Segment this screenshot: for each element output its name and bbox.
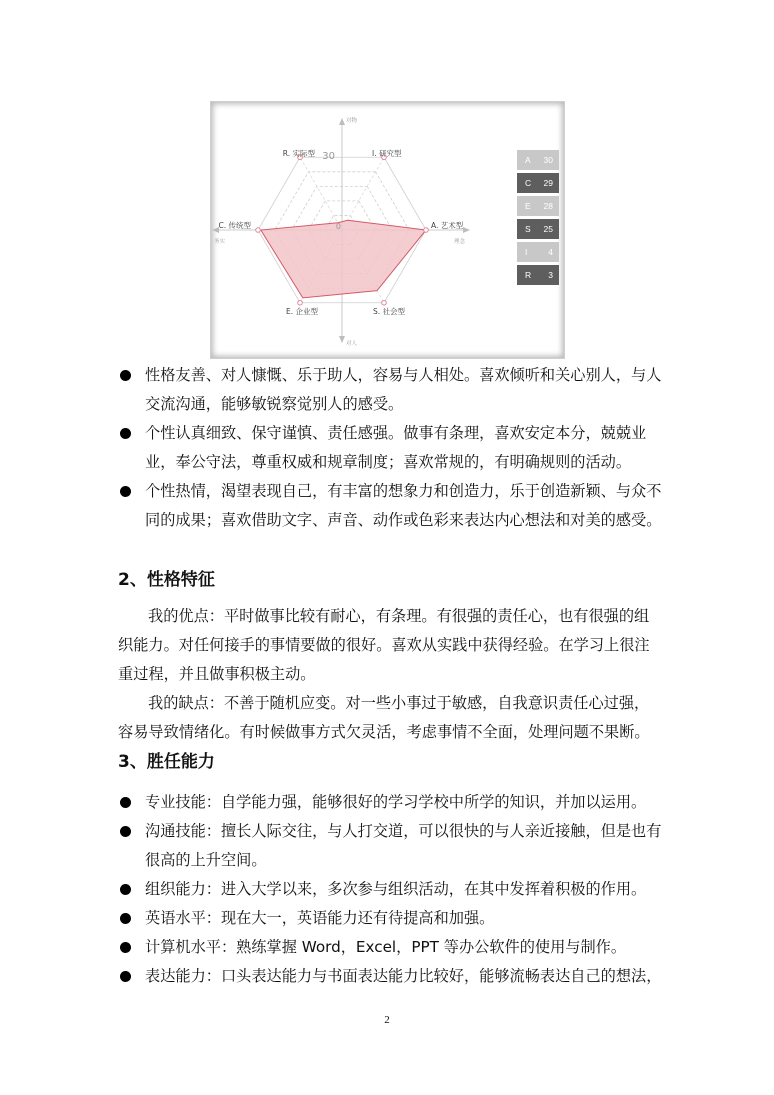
legend-item xyxy=(517,242,559,262)
section-heading-competence: 3、胜任能力 xyxy=(118,752,215,772)
vertex-marker xyxy=(298,300,303,305)
legend-value: 30 xyxy=(543,155,553,165)
vertex-marker xyxy=(424,228,429,233)
list-item: 个性认真细致、保守谨慎、责任感强。做事有条理，喜欢安定本分，兢兢业业，奉公守法，尊重权威和规章制度；喜欢常规的，有明确规则的活动。 xyxy=(118,419,663,477)
list-item: 沟通技能：擅长人际交往，与人打交道，可以很快的与人亲近接触，但是也有很高的上升空间。 xyxy=(118,817,663,875)
legend-value: 25 xyxy=(543,224,553,234)
competence-list xyxy=(118,788,663,991)
axis-label: C. 传统型 xyxy=(218,221,251,230)
legend-code: C xyxy=(525,178,532,188)
legend-value: 4 xyxy=(548,247,553,257)
axis-label: I. 研究型 xyxy=(372,149,402,158)
list-item: 组织能力：进入大学以来，多次参与组织活动，在其中发挥着积极的作用。 xyxy=(118,875,663,904)
data-polygon xyxy=(261,220,426,298)
holland-radar-figure xyxy=(210,101,565,359)
legend-item xyxy=(517,196,559,216)
legend-value: 3 xyxy=(548,270,553,280)
legend-item xyxy=(517,265,559,285)
legend-value: 28 xyxy=(543,201,553,211)
vertex-marker xyxy=(382,300,387,305)
legend-code: E xyxy=(525,201,531,211)
trait-list xyxy=(118,361,663,535)
legend-code: R xyxy=(525,270,532,280)
direction-label-left: 务实 xyxy=(214,239,226,245)
section-heading-personality: 2、性格特征 xyxy=(118,570,215,590)
axis-label: S. 社会型 xyxy=(373,307,406,316)
legend-code: I xyxy=(525,247,528,257)
legend-item xyxy=(517,173,559,193)
list-item: 表达能力：口头表达能力与书面表达能力比较好，能够流畅表达自己的想法， xyxy=(118,962,663,991)
arrow-top xyxy=(339,118,345,125)
legend-code: A xyxy=(525,155,531,165)
legend-code: S xyxy=(525,224,531,234)
tick-label: 0 xyxy=(335,222,341,231)
page-number: 2 xyxy=(384,1014,390,1026)
paragraph-weaknesses: 我的缺点：不善于随机应变。对一些小事过于敏感，自我意识责任心过强，容易导致情绪化。有时候做事方式欠灵活，考虑事情不全面，处理问题不果断。 xyxy=(118,694,650,741)
vertex-marker xyxy=(256,228,261,233)
grid-spoke xyxy=(342,157,384,230)
axis-label: A. 艺术型 xyxy=(431,221,464,230)
tick-label: 30 xyxy=(322,151,335,162)
list-item: 英语水平：现在大一，英语能力还有待提高和加强。 xyxy=(118,904,663,933)
paragraph-strengths: 我的优点：平时做事比较有耐心，有条理。有很强的责任心，也有很强的组织能力。对任何接手的事情要做的很好。喜欢从实践中获得经验。在学习上很注重过程，并且做事积极主动。 xyxy=(118,607,650,683)
legend-item xyxy=(517,150,559,170)
list-item: 性格友善、对人慷慨、乐于助人，容易与人相处。喜欢倾听和关心别人，与人交流沟通，能够敏锐察觉别人的感受。 xyxy=(118,361,663,419)
legend-item xyxy=(517,219,559,239)
direction-label-top: 对物 xyxy=(346,118,358,124)
list-item: 个性热情，渴望表现自己，有丰富的想象力和创造力，乐于创造新颖、与众不同的成果；喜欢借助文字、声音、动作或色彩来表达内心想法和对美的感受。 xyxy=(118,477,663,535)
list-item: 计算机水平：熟练掌握 Word，Excel，PPT 等办公软件的使用与制作。 xyxy=(118,933,663,962)
radar-chart xyxy=(211,102,564,358)
direction-label-bottom: 对人 xyxy=(346,341,358,347)
score-legend xyxy=(517,150,559,288)
grid-spoke xyxy=(300,157,342,230)
list-item: 专业技能：自学能力强，能够很好的学习学校中所学的知识，并加以运用。 xyxy=(118,788,663,817)
direction-label-right: 理念 xyxy=(454,239,466,245)
legend-value: 29 xyxy=(543,178,553,188)
arrow-bottom xyxy=(339,336,345,343)
axis-label: R. 实际型 xyxy=(282,149,315,158)
arrow-right xyxy=(463,227,470,233)
axis-label: E. 企业型 xyxy=(285,307,318,316)
